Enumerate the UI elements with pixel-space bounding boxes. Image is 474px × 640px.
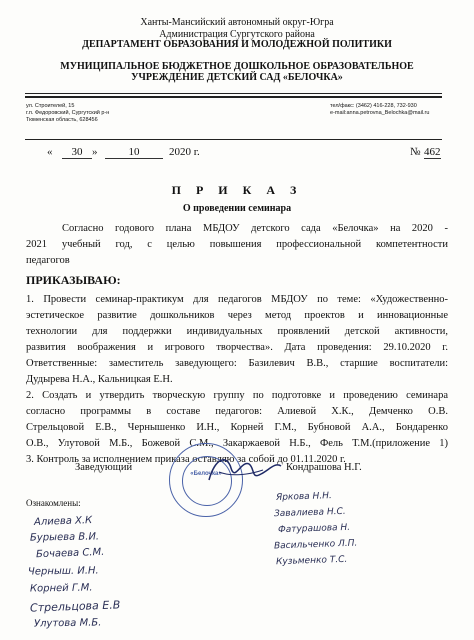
handwritten-signature: Корней Г.М. xyxy=(29,582,93,595)
intro-line-2: 2021 учебный год, с целью повышения профессиональной компетентности xyxy=(26,239,448,250)
header-divider-thin xyxy=(25,93,442,94)
handwritten-signature: Алиева Х.К xyxy=(33,514,93,529)
handwritten-signature: Васильченко Л.П. xyxy=(273,538,358,552)
intro-line-3: педагогов xyxy=(26,255,70,266)
contact-email: e-mail:anna.petrovna_Belochka@mail.ru xyxy=(330,110,430,116)
document-title: П Р И К А З xyxy=(171,183,303,197)
handwritten-signature: Завалиева Н.С. xyxy=(273,506,346,520)
handwritten-signature: Улутова М.Б. xyxy=(33,617,102,630)
handwritten-signature: Фатурашова Н. xyxy=(277,522,351,536)
header-organization-line2: УЧРЕЖДЕНИЕ ДЕТСКИЙ САД «БЕЛОЧКА» xyxy=(131,72,343,83)
order-number-sign: № xyxy=(410,146,421,158)
header-department: ДЕПАРТАМЕНТ ОБРАЗОВАНИЯ И МОЛОДЕЖНОЙ ПОЛИТИКИ xyxy=(82,39,392,50)
address-block xyxy=(26,103,109,124)
acquainted-label: Ознакомлены: xyxy=(26,498,81,508)
date-year: 2020 г. xyxy=(169,146,200,158)
stamp-label: «Белочка» xyxy=(190,471,222,477)
address-divider xyxy=(25,139,442,140)
signatory-name: Кондрашова Н.Г. xyxy=(286,462,362,473)
item-1-line-2: эстетическое развитие дошкольников через метод проектов и инновационные xyxy=(26,310,448,321)
header-administration: Администрация Сургутского района xyxy=(159,29,315,40)
handwritten-signature: Бочаева С.М. xyxy=(35,546,105,561)
director-signature xyxy=(205,450,285,490)
order-number: 462 xyxy=(424,146,441,158)
item-1-line-5: Ответственные: заместитель заведующего: Базилевич В.В., старшие воспитатели: xyxy=(26,358,448,369)
contact-phone: тел/факс: (3462) 416-228, 732-930 xyxy=(330,103,417,109)
item-2-line-2: согласно программы в составе педагогов: Алиевой Х.К., Демченко О.В. xyxy=(26,406,448,417)
item-1-line-4: развития воображения и игрового творчества». Дата проведения: 29.10.2020 г. xyxy=(26,342,448,353)
header-divider-thick xyxy=(25,96,442,98)
date-day: 30 xyxy=(62,146,92,159)
order-heading: ПРИКАЗЫВАЮ: xyxy=(26,273,121,287)
item-2-line-3: Стрельцовой Е.В., Чернышенко И.Н., Корней Г.М., Бубновой А.А., Бондаренко xyxy=(26,422,448,433)
handwritten-signature: Кузьменко Т.С. xyxy=(275,554,348,568)
handwritten-signature: Стрельцова Е.В xyxy=(29,598,121,615)
date-close-quote: » xyxy=(92,146,98,158)
date-month: 10 xyxy=(105,146,163,159)
document-subtitle: О проведении семинара xyxy=(182,203,292,214)
date-open-quote: « xyxy=(47,146,53,158)
header-organization-line1: МУНИЦИПАЛЬНОЕ БЮДЖЕТНОЕ ДОШКОЛЬНОЕ ОБРАЗОВАТЕЛЬНОЕ xyxy=(60,61,414,72)
address-town: г.п. Федоровский, Сургутский р-н xyxy=(26,110,110,116)
address-street: ул. Строителей, 15 xyxy=(26,103,75,109)
item-1-line-1: 1. Провести семинар-практикум для педагогов МБДОУ по теме: «Художественно- xyxy=(26,294,448,305)
intro-line-1: Согласно годового плана МБДОУ детского сада «Белочка» на 2020 - xyxy=(62,223,448,234)
handwritten-signature: Черныш. И.Н. xyxy=(27,565,99,578)
handwritten-signature: Яркова Н.Н. xyxy=(275,491,333,503)
item-3: 3. Контроль за исполнением приказа оставляю за собой до 01.11.2020 г. xyxy=(26,454,346,465)
handwritten-signature: Бурыева В.И. xyxy=(29,531,100,544)
item-2-line-4: О.В., Улутовой М.Б., Божевой С.М., Закаржаевой Н.Б., Фель Т.М.(приложение 1) xyxy=(26,438,448,449)
signatory-title: Заведующий xyxy=(75,462,133,473)
address-region: Тюменская область, 628456 xyxy=(26,117,98,123)
item-2-line-1: 2. Создать и утвердить творческую группу по подготовке и проведению семинара xyxy=(26,390,448,401)
contact-block xyxy=(330,103,429,117)
header-region: Ханты-Мансийский автономный округ-Югра xyxy=(140,17,334,28)
item-1-line-6: Дудырева Н.А., Кальницкая Е.Н. xyxy=(26,374,173,385)
item-1-line-3: технологии для поддержки индивидуальных проявлений детской активности, xyxy=(26,326,448,337)
